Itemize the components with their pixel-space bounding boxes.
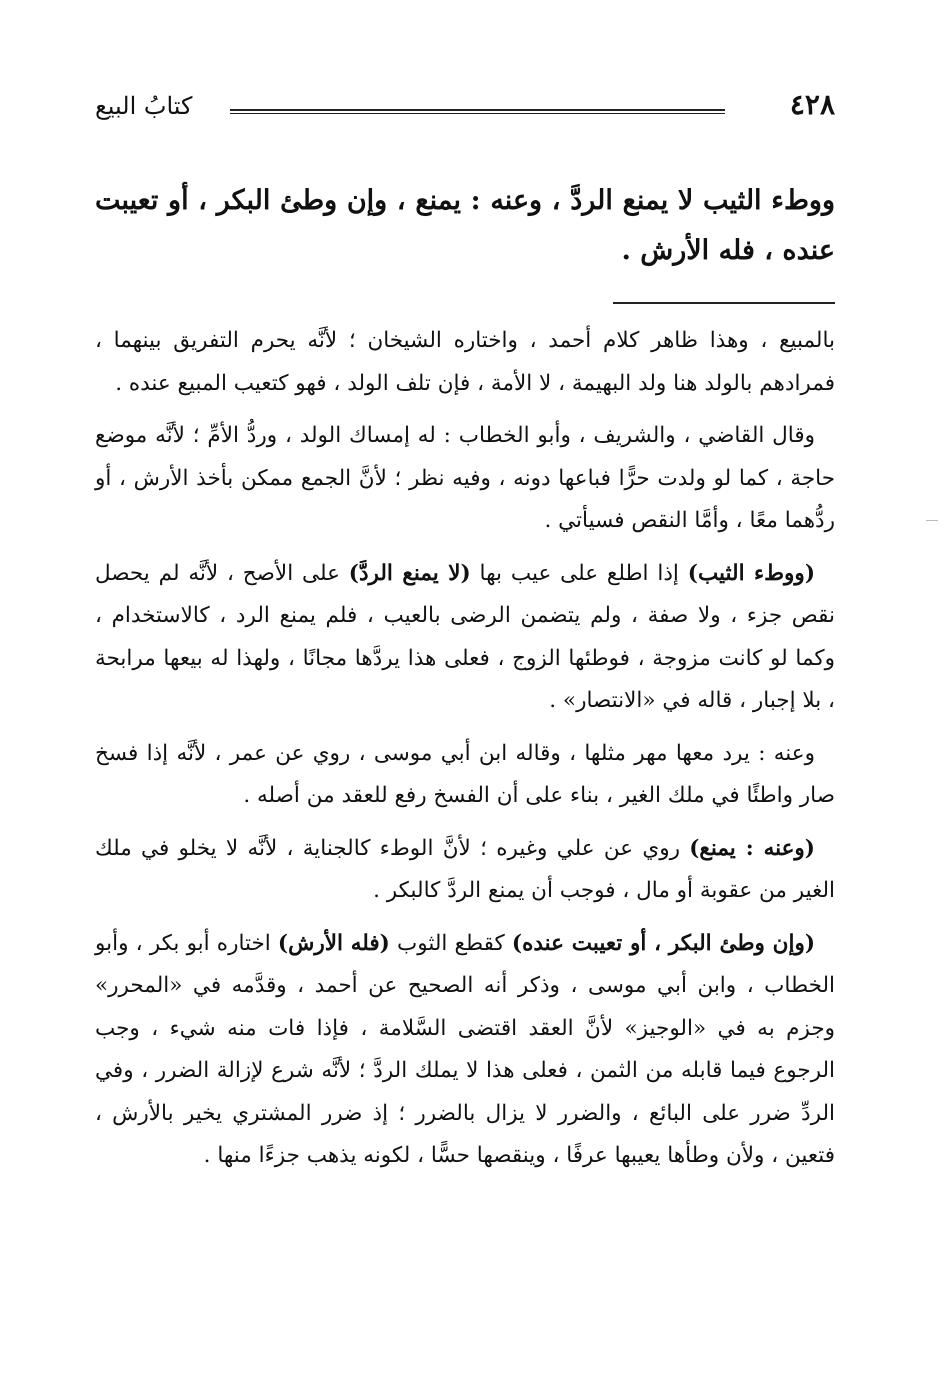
commentary-text: كقطع الثوب (389, 930, 512, 956)
commentary-paragraph: بالمبيع ، وهذا ظاهر كلام أحمد ، واختاره الشيخان ؛ لأنَّه يحرم التفريق بينهما ، فمرادهم بالولد هنا ولد البهيمة ، لا الأمة ، فإن تلف الولد ، فهو كتعيب المبيع عنده . (95, 328, 835, 396)
header-rule (230, 109, 725, 114)
quoted-matn: (فله الأرش) (277, 930, 390, 956)
running-title: كتابُ البيع (95, 92, 193, 120)
commentary-text: على الأصح ، لأنَّه لم يحصل نقص جزء ، ولا صفة ، ولم يتضمن الرضى بالعيب ، فلم يمنع الرد ، كالاستخدام ، وكما لو كانت مزوجة ، فوطئها الزوج ، فعلى هذا يردَّها مجانًا ، ولهذا له بيعها مرابحة ، بلا إجبار ، قاله في «الانتصار» . (95, 560, 835, 713)
main-text: ووطء الثيب لا يمنع الردَّ ، وعنه : يمنع ، وإن وطئ البكر ، أو تعيبت عنده ، فله الأرش . (95, 185, 835, 266)
commentary-paragraph (95, 553, 835, 723)
quoted-matn: (وإن وطئ البكر ، أو تعيبت عنده) (511, 930, 815, 956)
footnote-separator (613, 302, 835, 304)
quoted-matn: (لا يمنع الردَّ) (348, 560, 471, 586)
commentary-paragraph: وقال القاضي ، والشريف ، وأبو الخطاب : له إمساك الولد ، وردُّ الأمِّ ؛ لأنَّه موضع حاجة ، كما لو ولدت حرًّا فباعها دونه ، وفيه نظر ؛ لأنَّ الجمع ممكن بأخذ الأرش ، أو ردُّهما معًا ، وأمَّا النقص فسيأتي . (95, 423, 835, 533)
commentary-text: اختاره أبو بكر ، وأبو الخطاب ، وابن أبي موسى ، وذكر أنه الصحيح عن أحمد ، وقدَّمه في «المحرر» وجزم به في «الوجيز» لأنَّ العقد اقتضى السَّلامة ، فإذا فات منه شيء ، وجب الرجوع فيما قابله من الثمن ، فعلى هذا لا يملك الردَّ ؛ لأنَّه شرع لإزالة الضرر ، وفي الردِّ ضرر على البائع ، والضرر لا يزال بالضرر ؛ إذ ضرر المشتري يخير بالأرش ، فتعين ، ولأن وطأها يعيبها عرفًا ، وينقصها حسًّا ، لكونه يذهب جزءًا منها . (95, 930, 835, 1168)
page-number: ٤٢٨ (789, 88, 835, 121)
book-page (95, 78, 835, 1338)
page-header (95, 78, 835, 128)
commentary-text: إذا اطلع على عيب بها (470, 560, 688, 586)
commentary-paragraph: وعنه : يرد معها مهر مثلها ، وقاله ابن أبي موسى ، روي عن عمر ، لأنَّه إذا فسخ صار واطئًا في ملك الغير ، بناء على أن الفسخ رفع للعقد من أصله . (95, 740, 835, 808)
quoted-matn: (وعنه : يمنع) (689, 835, 815, 861)
commentary-text: روي عن علي وغيره ؛ لأنَّ الوطء كالجناية ، لأنَّه لا يخلو في ملك الغير من عقوبة أو مال ، فوجب أن يمنع الردَّ كالبكر . (95, 835, 835, 903)
scan-mark (926, 520, 938, 521)
commentary-paragraph (95, 828, 835, 913)
quoted-matn: (ووطء الثيب) (687, 560, 815, 586)
commentary-paragraph (95, 923, 835, 1178)
